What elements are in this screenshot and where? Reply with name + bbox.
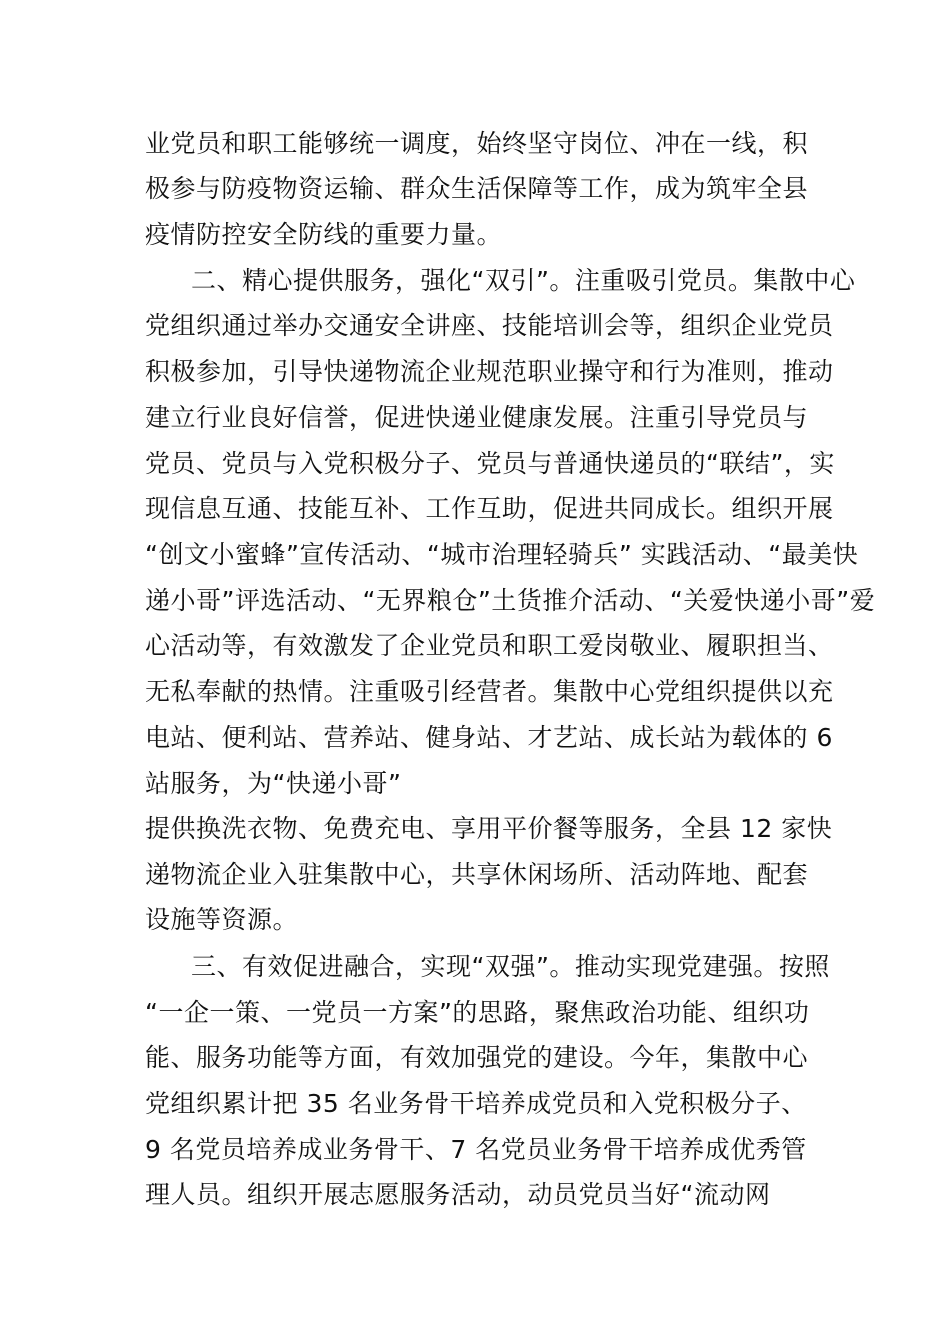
text-line: 理人员。组织开展志愿服务活动，动员党员当好“流动网 (145, 1180, 771, 1209)
text-line: 递物流企业入驻集散中心，共享休闲场所、活动阵地、配套 (145, 860, 809, 889)
text-line: 电站、便利站、营养站、健身站、才艺站、成长站为载体的 6 (145, 723, 833, 752)
text-line: 党组织通过举办交通安全讲座、技能培训会等，组织企业党员 (145, 311, 834, 340)
text-line: 业党员和职工能够统一调度，始终坚守岗位、冲在一线，积 (145, 129, 809, 158)
text-line: 建立行业良好信誉，促进快递业健康发展。注重引导党员与 (145, 403, 809, 432)
text-line: 心活动等，有效激发了企业党员和职工爱岗敬业、履职担当、 (145, 631, 834, 660)
text-line: “一企一策、一党员一方案”的思路，聚焦政治功能、组织功 (145, 998, 810, 1027)
text-line: 能、服务功能等方面，有效加强党的建设。今年，集散中心 (145, 1043, 809, 1072)
text-line: 党员、党员与入党积极分子、党员与普通快递员的“联结”，实 (145, 449, 835, 478)
text-line: 设施等资源。 (145, 905, 299, 934)
text-line: 党组织累计把 35 名业务骨干培养成党员和入党积极分子、 (145, 1089, 807, 1118)
section-heading-line: 二、精心提供服务，强化“双引”。注重吸引党员。集散中心 (191, 266, 856, 295)
text-line: 积极参加，引导快递物流企业规范职业操守和行为准则，推动 (145, 357, 834, 386)
text-line: 无私奉献的热情。注重吸引经营者。集散中心党组织提供以充 (145, 677, 834, 706)
text-line: 极参与防疫物资运输、群众生活保障等工作，成为筑牢全县 (145, 174, 809, 203)
text-line: 现信息互通、技能互补、工作互助，促进共同成长。组织开展 (145, 494, 834, 523)
section-heading-line: 三、有效促进融合，实现“双强”。推动实现党建强。按照 (191, 952, 830, 981)
text-line: 9 名党员培养成业务骨干、7 名党员业务骨干培养成优秀管 (145, 1135, 807, 1164)
text-line: 疫情防控安全防线的重要力量。 (145, 220, 503, 249)
text-line: “创文小蜜蜂”宣传活动、“城市治理轻骑兵” 实践活动、“最美快 (145, 540, 859, 569)
text-line: 站服务，为“快递小哥” (145, 769, 402, 798)
text-line: 递小哥”评选活动、“无界粮仓”土货推介活动、“关爱快递小哥”爱 (145, 586, 876, 615)
text-line: 提供换洗衣物、免费充电、享用平价餐等服务，全县 12 家快 (145, 814, 833, 843)
